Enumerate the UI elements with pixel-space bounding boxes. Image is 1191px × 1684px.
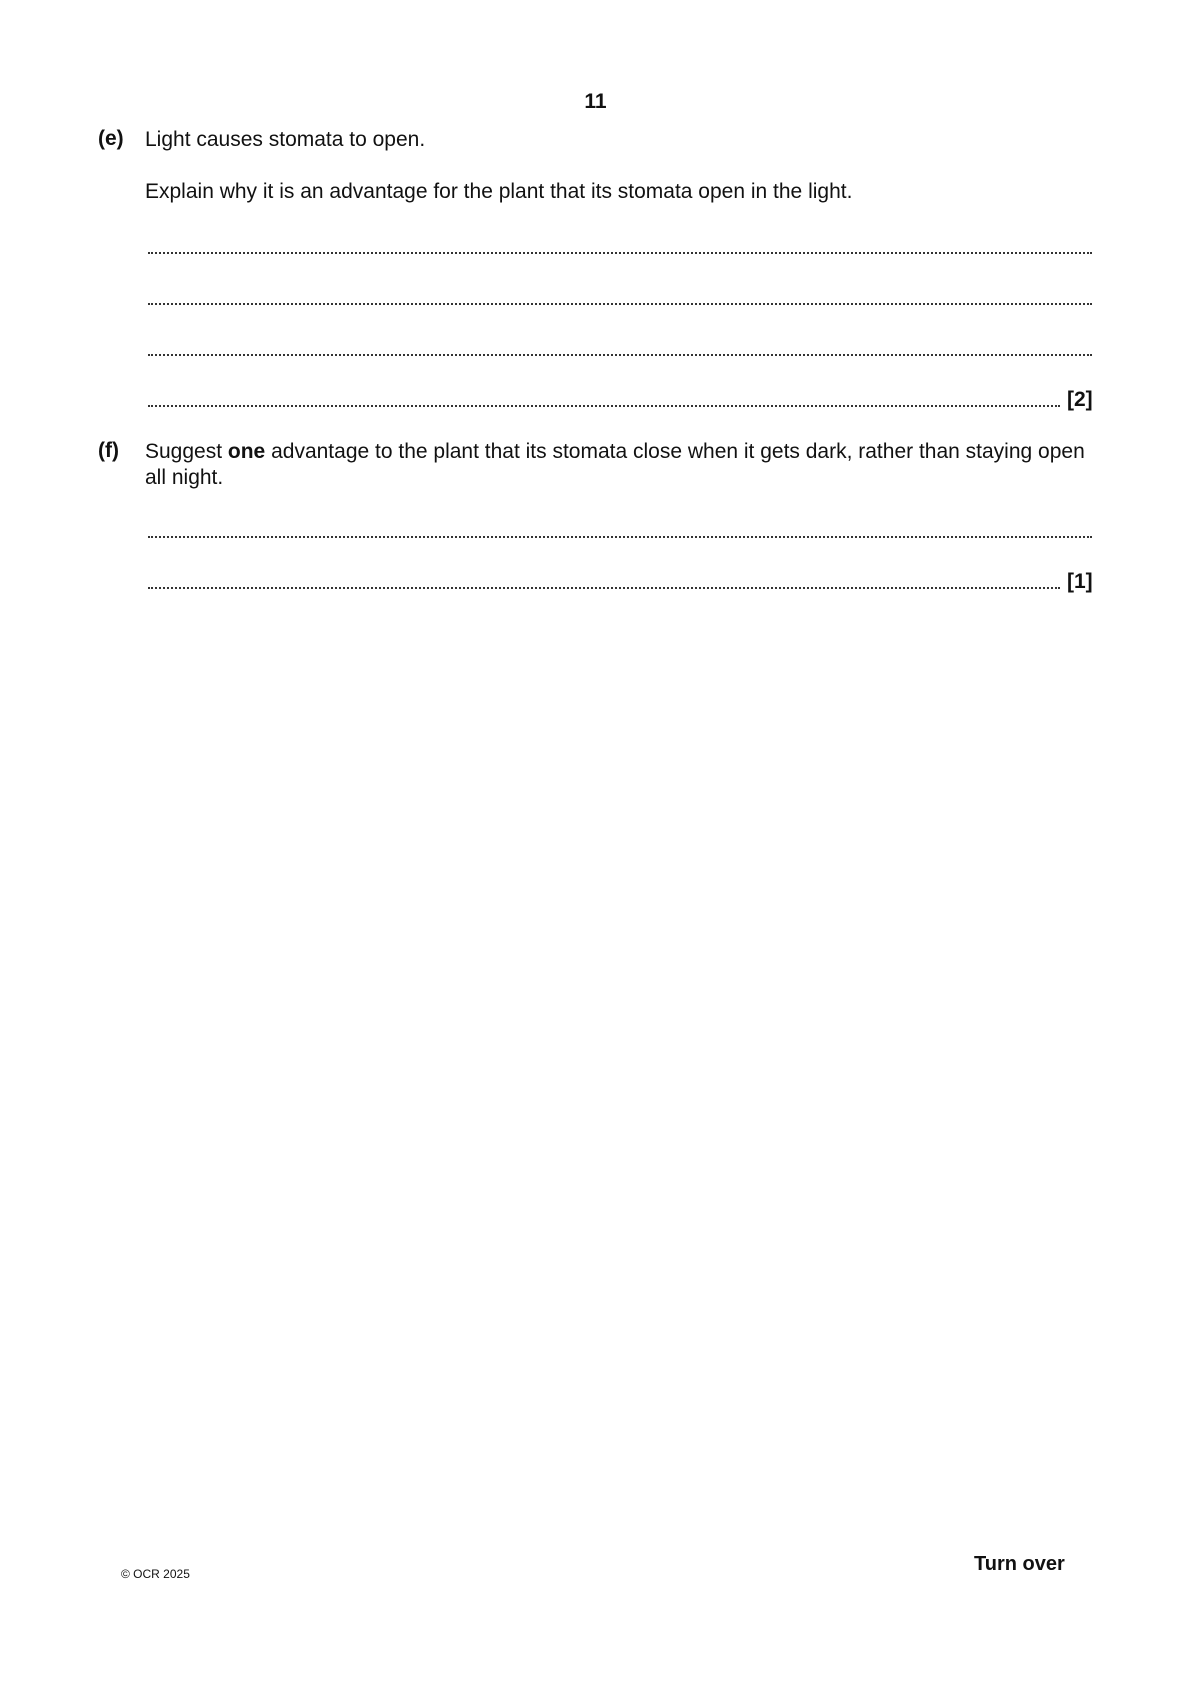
part-e-instruction: Explain why it is an advantage for the plant that its stomata open in the light. bbox=[145, 180, 853, 203]
answer-line[interactable] bbox=[148, 516, 1092, 538]
page-number: 11 bbox=[584, 90, 607, 113]
answer-line[interactable] bbox=[148, 283, 1092, 305]
part-f-bold-word: one bbox=[227, 440, 266, 463]
part-f-text-end: advantage to the plant that its stomata close when it gets dark, rather than staying open all night. bbox=[145, 440, 1085, 489]
part-e-marks: [2] bbox=[1067, 388, 1093, 411]
copyright-notice: © OCR 2025 bbox=[121, 1567, 190, 1581]
part-f-marks: [1] bbox=[1067, 570, 1093, 593]
part-e-label: (e) bbox=[98, 127, 124, 150]
part-f-label: (f) bbox=[98, 439, 119, 462]
answer-line[interactable] bbox=[148, 334, 1092, 356]
answer-line[interactable] bbox=[148, 232, 1092, 254]
answer-line[interactable] bbox=[148, 385, 1060, 407]
turn-over-label: Turn over bbox=[974, 1553, 1065, 1575]
part-e-statement: Light causes stomata to open. bbox=[145, 128, 426, 151]
answer-line[interactable] bbox=[148, 567, 1060, 589]
part-f-text-start: Suggest bbox=[145, 440, 228, 463]
part-f-question bbox=[145, 439, 1100, 491]
